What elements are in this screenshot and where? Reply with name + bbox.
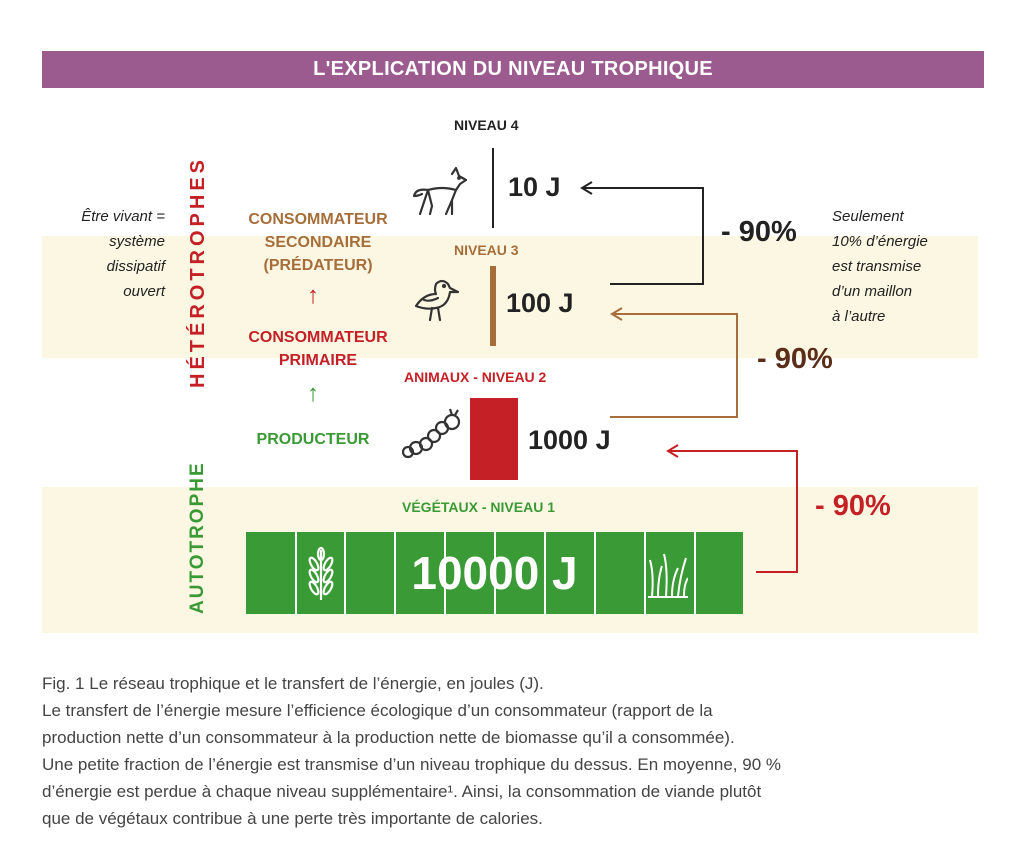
left-note-line: Être vivant = [81,208,165,225]
level-4-label: NIVEAU 4 [454,117,519,133]
right-note [832,204,972,329]
wheat-icon [301,546,341,602]
loss-level-1-to-2: - 90% [815,490,891,522]
heterotrophes-label: HÉTÉROTROPHES [187,155,209,388]
title-bar [42,51,984,88]
arrow-up-icon: ↑ [307,380,319,407]
right-note-line: d’un maillon [832,283,913,300]
page-title: L'EXPLICATION DU NIVEAU TROPHIQUE [313,58,713,80]
right-note-line: à l’autre [832,308,886,325]
right-note-line: Seulement [832,208,904,225]
energy-arrow-level-1 [660,440,810,580]
role-secondaire [228,208,408,277]
role-line: CONSOMMATEUR [248,329,388,346]
role-line: PRIMAIRE [278,352,358,369]
fox-icon [412,166,470,218]
loss-level-3-to-4: - 90% [721,216,797,248]
autotrophe-label: AUTOTROPHE [187,461,208,614]
level-4-value: 10 J [508,172,561,202]
caption-line: Le transfert de l’énergie mesure l’efficience écologique d’un consommateur (rapport de la [42,701,713,720]
caption-line: que de végétaux contribue à une perte très importante de calories. [42,809,543,828]
bar-level-4 [492,148,494,228]
left-note-line: dissipatif [106,258,165,275]
caption-line: production nette d’un consommateur à la production nette de biomasse qu’il a consommée). [42,728,735,747]
left-note-line: ouvert [123,283,165,300]
level-2-value: 1000 J [528,425,611,455]
bar-level-3 [490,266,496,346]
right-note-line: est transmise [832,258,922,275]
role-line: SECONDAIRE [264,234,372,251]
level-3-label: NIVEAU 3 [454,242,519,258]
caption-line: Fig. 1 Le réseau trophique et le transfert de l’énergie, en joules (J). [42,674,544,693]
level-1-value: 10000 J [411,547,578,599]
left-note [30,204,165,304]
role-line: CONSOMMATEUR [248,211,388,228]
level-1-label: VÉGÉTAUX - NIVEAU 1 [402,499,555,515]
role-primaire [228,326,408,372]
bird-icon [410,276,462,324]
caterpillar-icon [402,408,464,466]
left-note-line: système [109,233,165,250]
right-note-line: 10% d’énergie [832,233,928,250]
arrow-up-icon: ↑ [307,282,319,309]
role-producteur: PRODUCTEUR [256,431,370,448]
figure-caption [42,670,992,832]
loss-level-2-to-3: - 90% [757,343,833,375]
role-line: (PRÉDATEUR) [263,257,373,274]
bar-level-2 [470,398,518,480]
caption-line: d’énergie est perdue à chaque niveau supplémentaire¹. Ainsi, la consommation de viande plutôt [42,782,762,801]
caption-line: Une petite fraction de l’énergie est transmise d’un niveau trophique du dessus. En moyenne, 90 % [42,755,782,774]
level-2-label: ANIMAUX - NIVEAU 2 [404,369,547,385]
level-3-value: 100 J [506,288,574,318]
